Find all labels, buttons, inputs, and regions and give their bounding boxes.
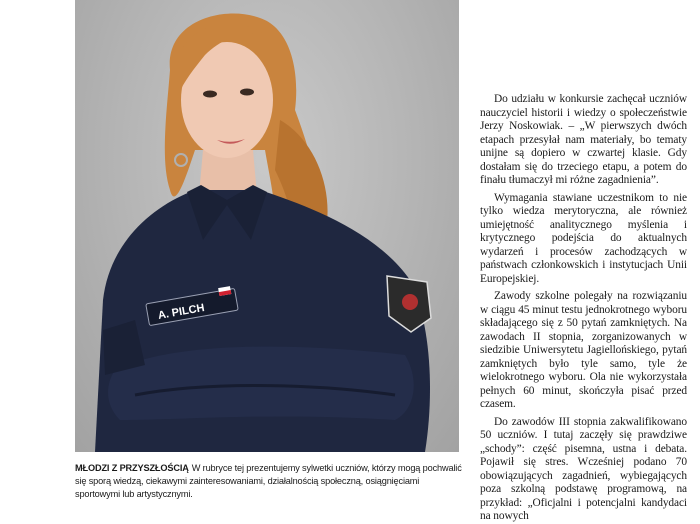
caption-text: W rubryce tej prezentujemy sylwetki uczniów, którzy mogą pochwalić się sporą wiedzą, ciekawymi zainteresowaniami, działalnością społeczną, osiągnięciami sportowymi lub artystycznymi. [75, 463, 462, 500]
article-paragraph: Zawody szkolne polegały na rozwiązaniu w ciągu 45 minut testu jednokrotnego wyboru składającego się z 50 pytań zamkniętych. Na zawodach II stopnia, zorganizowanych w siedzibie Uniwersytetu Jagiellońskiego, pytań zamkniętych było tyle samo, tyle że wielokrotnego wyboru. Ola nie wykorzystała pełnych 60 minut, skończyła pisać przed czasem. [480, 290, 687, 410]
photo-caption [75, 462, 465, 502]
article-paragraph: Do udziału w konkursie zachęcał uczniów nauczyciel historii i wiedzy o społeczeństwie Jerzy Noskowiak. – „W pierwszych dwóch etapach przesyłał nam materiały, bo tematy unijne są dopiero w czwartej klasie. Gdy dostałam się do trzeciego etapu, a potem do finału tłumaczył mi różne zagadnienia”. [480, 93, 687, 186]
article-paragraph: Do zawodów III stopnia zakwalifikowano 50 uczniów. I tutaj zaczęły się prawdziwe „schody”: część pisemna, ustna i debata. Pojawił się stres. Wcześniej podano 70 obowiązujących zagadnień, wybiegających poza szkolną podstawę programową, na przykład: „Oficjalni i potencjalni kandydaci na nowych [480, 415, 687, 522]
article-column [480, 93, 687, 524]
article-paragraph: Wymagania stawiane uczestnikom to nie tylko wiedza merytoryczna, ale również umiejętność analitycznego myślenia i krytycznego podejścia do aktualnych wydarzeń i procesów zachodzących w państwach członkowskich i instytucjach Unii Europejskiej. [480, 191, 687, 285]
portrait-illustration [75, 0, 459, 452]
name-patch-text: A. PILCH [157, 301, 206, 322]
student-portrait-photo [75, 0, 459, 452]
caption-title: MŁODZI Z PRZYSZŁOŚCIĄ [75, 463, 189, 473]
